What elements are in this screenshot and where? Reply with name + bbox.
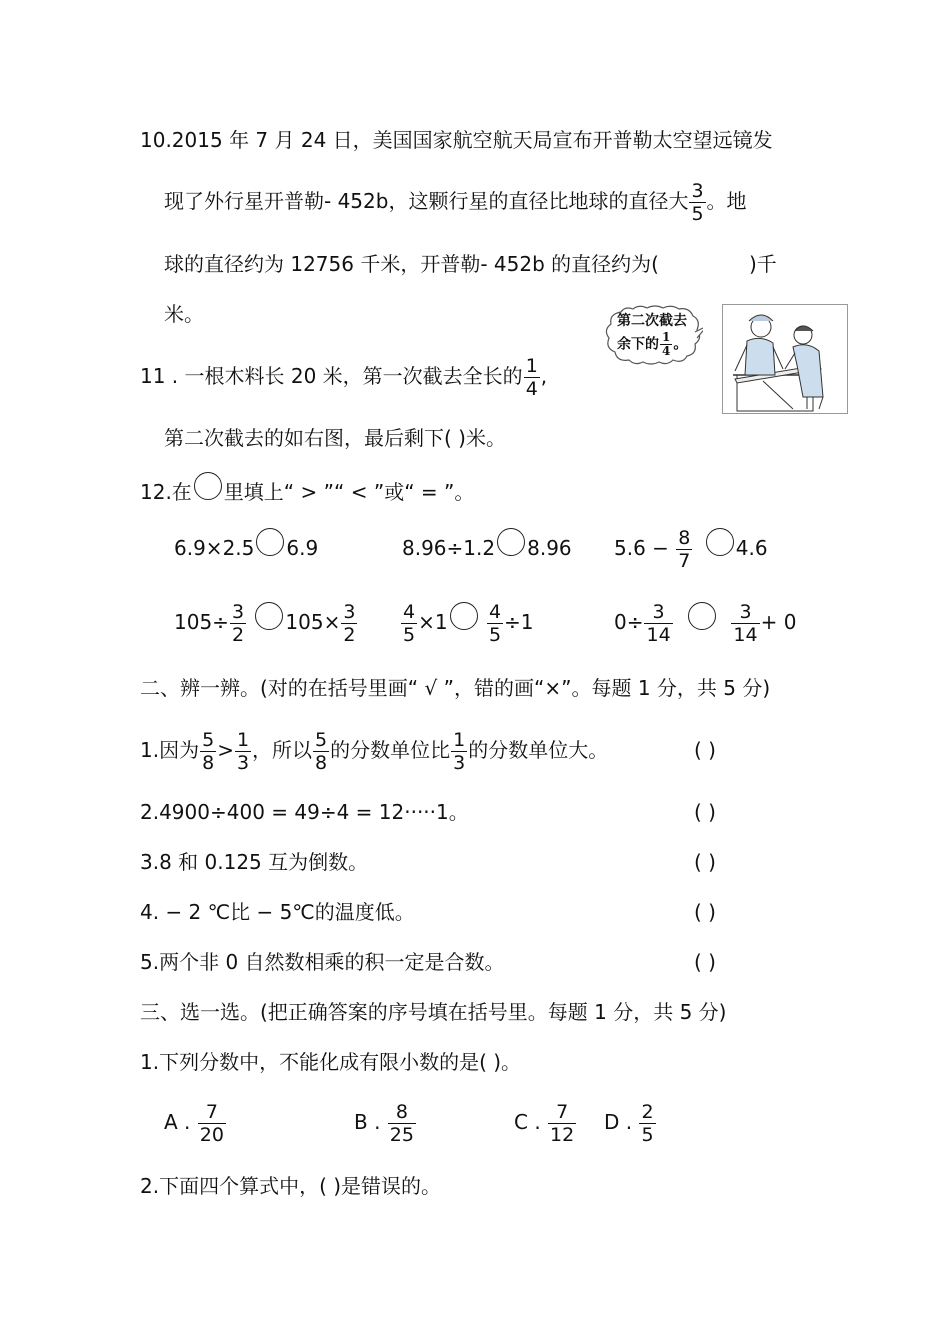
q12-r1c2: 8.96÷1.2 8.96 [402,534,572,564]
q10-line2: 现了外行星开普勒- 452b，这颗行星的直径比地球的直径大 $\frac{3}{5}$ 。地 [164,180,747,225]
blank-circle[interactable] [706,528,734,556]
fraction: $\frac{4}{5}$ [488,601,502,646]
q10-line1: 10.2015 年 7 月 24 日，美国国家航空航天局宣布开普勒太空望远镜发 [140,128,773,152]
q11-line2: 第二次截去的如右图，最后剩下( )米。 [164,426,506,450]
sec2-item4: 4. − 2 ℃比 − 5℃的温度低。 [140,900,415,924]
answer-paren[interactable]: ( ) [694,738,716,762]
section3-title: 三、选一选。(把正确答案的序号填在括号里。每题 1 分，共 5 分) [140,1000,727,1024]
sec2-item3: 3.8 和 0.125 互为倒数。 [140,850,369,874]
sec2-item2: 2.4900÷400 = 49÷4 = 12·····1。 [140,800,469,824]
q11-line1: 11 . 一根木料长 20 米，第一次截去全长的 $\frac{1}{4}$ , [140,355,548,400]
fraction: $\frac{3}{5}$ [691,180,704,225]
fraction: $\frac{3}{2}$ [231,601,245,646]
fraction: $\frac{1}{4}$ [662,330,671,358]
q10-line3: 球的直径约为 12756 千米，开普勒- 452b 的直径约为( )千 [164,252,777,276]
blank-circle[interactable] [450,602,478,630]
sec3-q1: 1.下列分数中，不能化成有限小数的是( )。 [140,1050,522,1074]
answer-paren[interactable]: ( ) [694,850,716,874]
fraction: $\frac{3}{14}$ [646,601,671,646]
woodworking-illustration [722,304,848,414]
q10-line4: 米。 [164,302,204,326]
blank-circle[interactable] [194,472,222,500]
option-d[interactable]: D . $\frac{2}{5}$ [604,1101,654,1146]
bubble-text: 第二次截去 余下的 $\frac{1}{4}$ 。 [617,313,688,358]
fraction: $\frac{8}{25}$ [389,1101,414,1146]
option-c[interactable]: C . $\frac{7}{12}$ [514,1101,575,1146]
q12-intro: 12.在 里填上“ > ”“ < ”或“ = ”。 [140,478,474,508]
answer-paren[interactable]: ( ) [694,950,716,974]
q12-r2c2: $\frac{4}{5}$ ×1 $\frac{4}{5}$ ÷1 [403,601,534,646]
section2-title: 二、辨一辨。(对的在括号里画“ √ ”，错的画“×”。每题 1 分，共 5 分) [140,676,771,700]
fraction: $\frac{8}{7}$ [678,527,691,572]
option-a[interactable]: A . $\frac{7}{20}$ [164,1101,224,1146]
fraction: $\frac{1}{4}$ [525,355,538,400]
fraction: $\frac{7}{12}$ [550,1101,575,1146]
sec2-item1: 1.因为 $\frac{5}{8}$ > $\frac{1}{3}$ ，所以 $\frac{5}{8}$ 的分数单位比 $\frac{1}{3}$ 的分数单位大。 [140,729,609,774]
blank-circle[interactable] [255,602,283,630]
q12-r2c1: 105÷ $\frac{3}{2}$ 105× $\frac{3}{2}$ [174,601,356,646]
fraction: $\frac{1}{3}$ [236,729,250,774]
fraction: $\frac{1}{3}$ [453,729,466,774]
answer-paren[interactable]: ( ) [694,800,716,824]
fraction: $\frac{4}{5}$ [403,601,416,646]
answer-paren[interactable]: ( ) [694,900,716,924]
blank-circle[interactable] [688,602,716,630]
option-b[interactable]: B . $\frac{8}{25}$ [354,1101,414,1146]
carpenters-icon [723,305,847,413]
fraction: $\frac{5}{8}$ [202,729,215,774]
q12-r2c3: 0÷ $\frac{3}{14}$ $\frac{3}{14}$ + 0 [614,601,797,646]
q12-r1c1: 6.9×2.5 6.9 [174,534,318,564]
fraction: $\frac{5}{8}$ [315,729,328,774]
blank-circle[interactable] [497,528,525,556]
fraction: $\frac{3}{2}$ [343,601,356,646]
q12-r1c3: 5.6 − $\frac{8}{7}$ 4.6 [614,527,768,572]
fraction: $\frac{7}{20}$ [199,1101,224,1146]
blank-circle[interactable] [256,528,284,556]
sec2-item5: 5.两个非 0 自然数相乘的积一定是合数。 [140,950,505,974]
fraction: $\frac{2}{5}$ [641,1101,654,1146]
sec3-q2: 2.下面四个算式中，( )是错误的。 [140,1174,442,1198]
fraction: $\frac{3}{14}$ [733,601,758,646]
